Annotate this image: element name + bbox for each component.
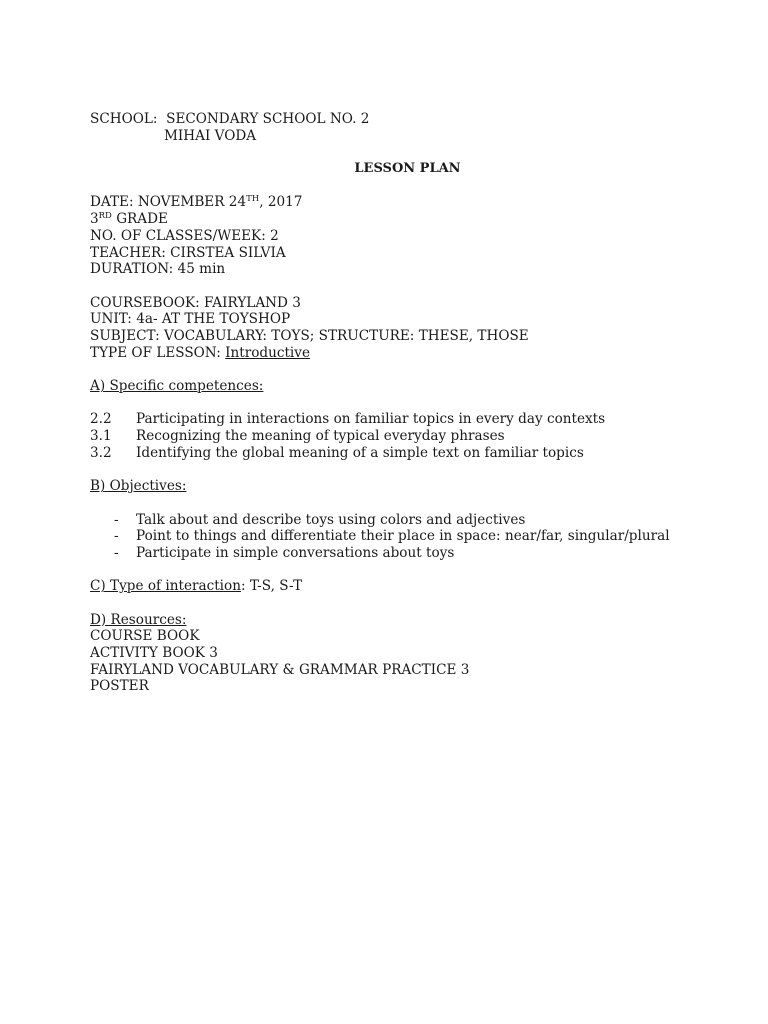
- classes-per-week: NO. OF CLASSES/WEEK: 2: [90, 227, 279, 244]
- date-prefix: DATE: NOVEMBER 24: [90, 194, 247, 211]
- lesson-plan-body: [90, 111, 730, 695]
- coursebook-line: COURSEBOOK: FAIRYLAND 3: [90, 294, 301, 311]
- lesson-type-label: TYPE OF LESSON:: [90, 344, 226, 361]
- resource-item: FAIRYLAND VOCABULARY & GRAMMAR PRACTICE 3: [90, 661, 470, 678]
- objective-text: Participate in simple conversations about toys: [136, 544, 455, 561]
- school-name-line-2: MIHAI VODA: [164, 127, 257, 144]
- competence-number: 3.1: [90, 428, 112, 445]
- date-suffix: , 2017: [259, 194, 303, 211]
- resource-item: ACTIVITY BOOK 3: [90, 645, 218, 661]
- unit-line: UNIT: 4a- AT THE TOYSHOP: [90, 311, 291, 328]
- competence-text: Participating in interactions on familiar topics in every day contexts: [136, 411, 606, 428]
- competence-item: [90, 411, 730, 428]
- resources-heading: D) Resources:: [90, 611, 187, 628]
- lesson-type-line: [90, 345, 730, 362]
- grade-number: 3: [90, 211, 99, 228]
- objective-text: Point to things and differentiate their place in space: near/far, singular/plural: [136, 528, 670, 545]
- bullet-dash: -: [114, 544, 119, 561]
- lesson-type-value: Introductive: [225, 344, 310, 361]
- competences-heading: A) Specific competences:: [90, 378, 264, 394]
- school-line: [90, 111, 730, 128]
- school-label: SCHOOL:: [90, 111, 158, 127]
- interaction-line: [90, 578, 730, 595]
- competence-text: Recognizing the meaning of typical everyday phrases: [136, 428, 505, 445]
- interaction-heading: C) Type of interaction: [90, 578, 241, 595]
- teacher-line: TEACHER: CIRSTEA SILVIA: [90, 244, 286, 261]
- grade-superscript: RD: [98, 211, 112, 222]
- date-superscript: TH: [246, 194, 260, 205]
- objective-item: [90, 545, 730, 562]
- competence-number: 3.2: [90, 444, 112, 461]
- date-line: [90, 194, 730, 211]
- competence-item: [90, 428, 730, 445]
- bullet-dash: -: [114, 511, 119, 528]
- competence-text: Identifying the global meaning of a simple text on familiar topics: [136, 444, 584, 461]
- grade-suffix: GRADE: [111, 211, 168, 228]
- resource-item: COURSE BOOK: [90, 628, 200, 645]
- interaction-value: : T-S, S-T: [240, 578, 303, 595]
- competence-number: 2.2: [90, 411, 112, 428]
- school-name: SECONDARY SCHOOL NO. 2: [166, 111, 370, 127]
- objective-item: [90, 528, 730, 545]
- objective-item: [90, 512, 730, 529]
- objectives-heading: B) Objectives:: [90, 478, 187, 495]
- resource-item: POSTER: [90, 678, 149, 695]
- competence-item: [90, 445, 730, 462]
- subject-line: SUBJECT: VOCABULARY: TOYS; STRUCTURE: THESE, THOSE: [90, 327, 529, 344]
- grade-line: [90, 211, 730, 228]
- objective-text: Talk about and describe toys using colors and adjectives: [136, 511, 526, 528]
- document-title: LESSON PLAN: [354, 161, 461, 177]
- duration-line: DURATION: 45 min: [90, 261, 226, 278]
- bullet-dash: -: [114, 528, 119, 545]
